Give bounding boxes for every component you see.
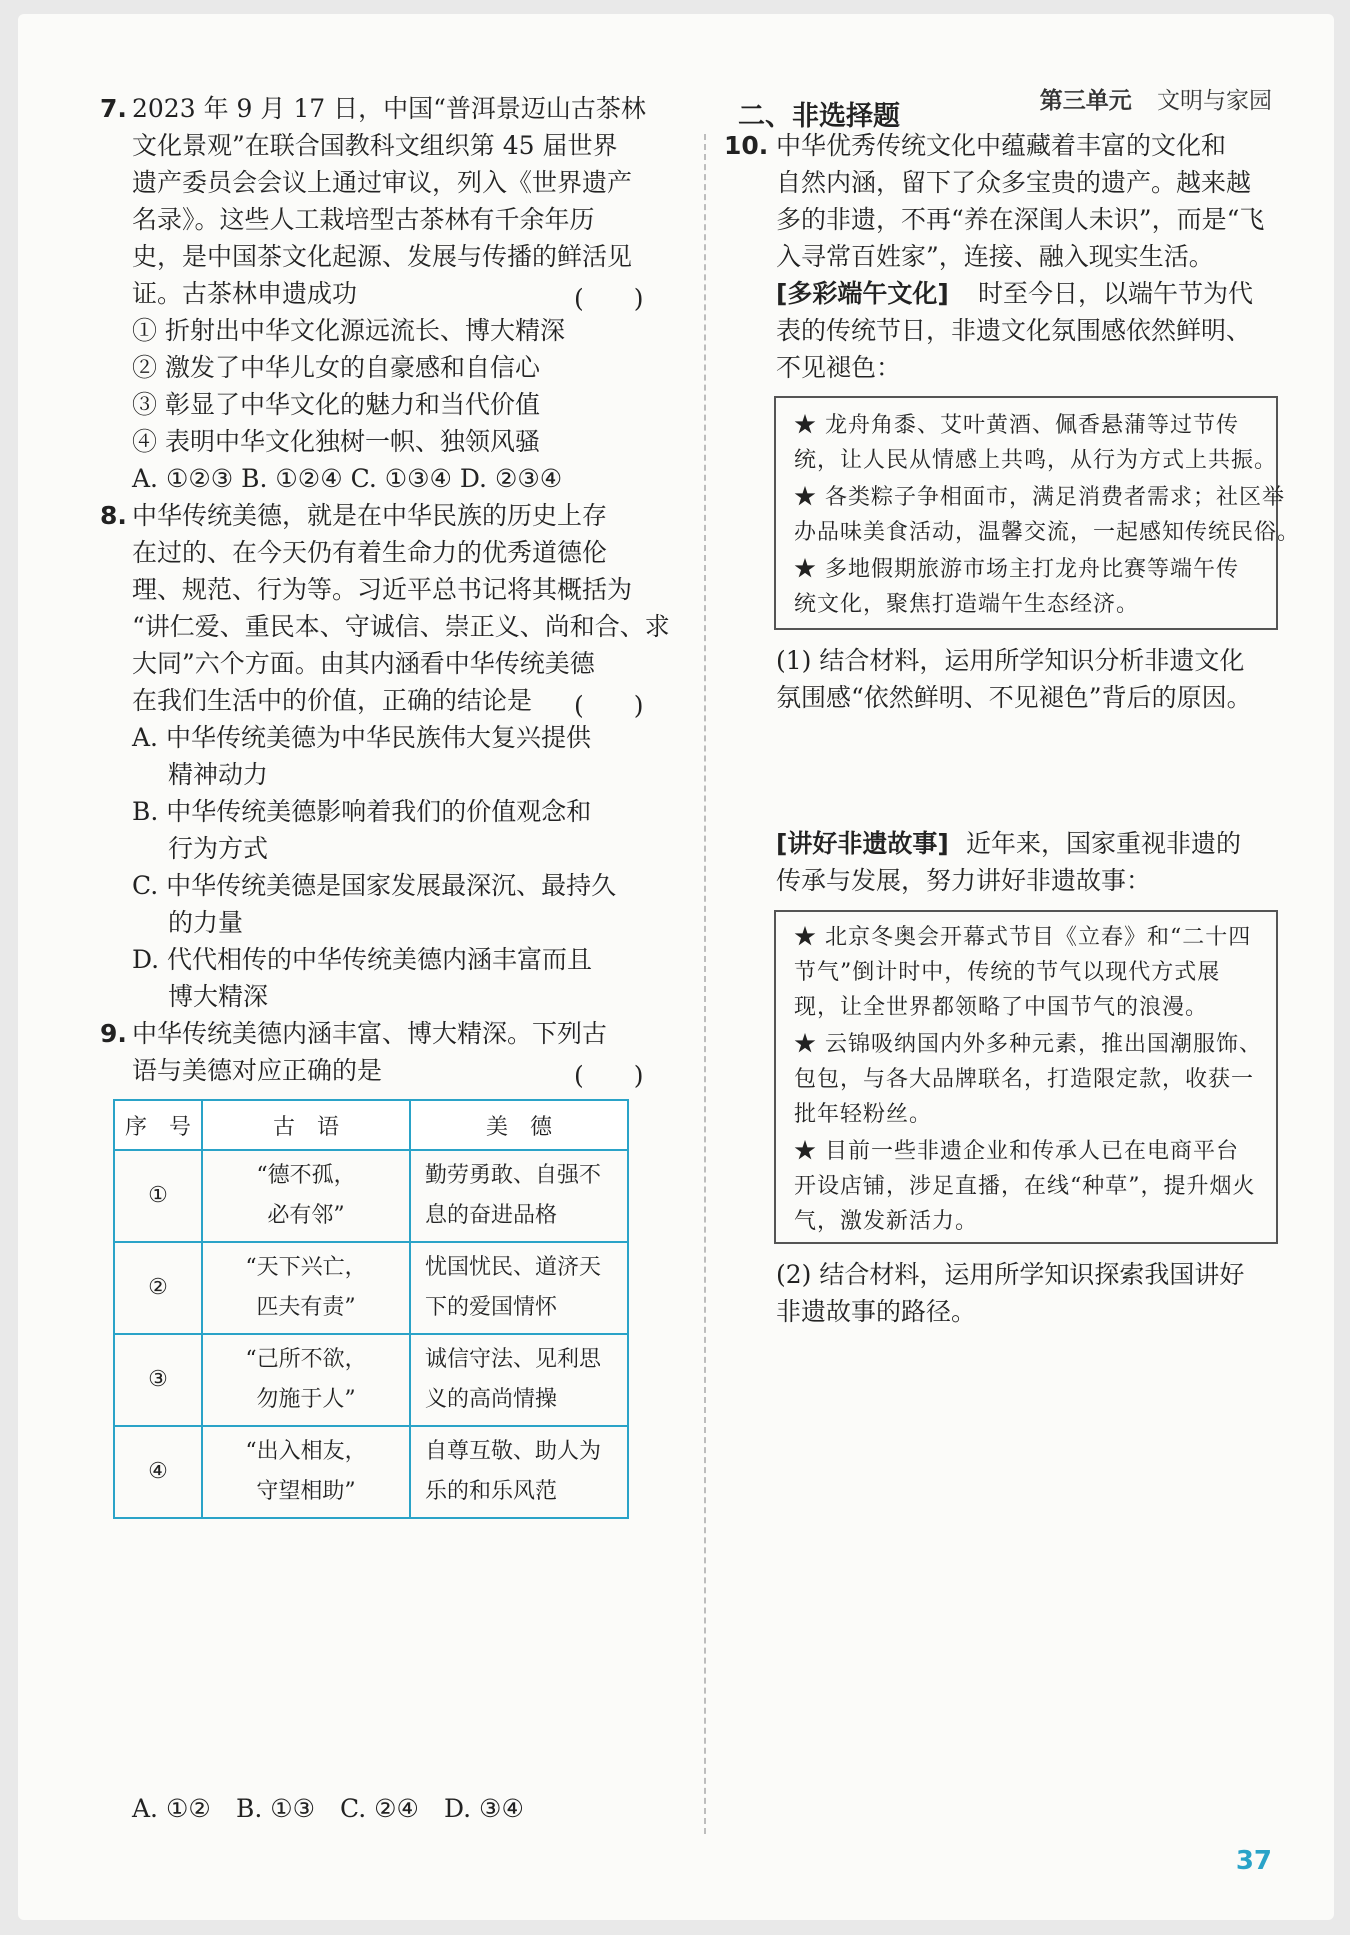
question-number: 8.: [100, 501, 127, 530]
q8-option-c-cont: 的力量: [168, 908, 244, 937]
row-number: ③: [114, 1334, 202, 1426]
material-line: ★ 龙舟角黍、艾叶黄酒、佩香悬蒲等过节传: [794, 413, 1239, 438]
material-box-1: [774, 396, 1301, 630]
q8-line: 在过的、在今天仍有着生命力的优秀道德伦: [132, 538, 608, 567]
unit-label: 第三单元: [1039, 88, 1132, 114]
part1-question: (1) 结合材料，运用所学知识分析非遗文化: [776, 646, 1245, 675]
material-line: 现，让全世界都领略了中国节气的浪漫。: [794, 995, 1209, 1020]
q9-option: B. ①③: [236, 1794, 316, 1823]
part2-question: 非遗故事的路径。: [776, 1297, 977, 1326]
q9-line: 中华传统美德内涵丰富、博大精深。下列古: [132, 1019, 608, 1048]
row-number: ①: [114, 1150, 202, 1242]
part1-line: 表的传统节日，非遗文化氛围感依然鲜明、: [776, 316, 1252, 345]
saying-cell: [202, 1334, 410, 1426]
virtue-line: 诚信守法、见利思: [425, 1347, 602, 1372]
virtue-line: 义的高尚情操: [425, 1387, 558, 1412]
q7-line: 证。古茶林申遗成功: [132, 279, 358, 308]
saying-line: “出入相友，: [245, 1439, 367, 1464]
part2-tag: [讲好非遗故事]: [776, 829, 949, 858]
column-divider: [704, 134, 706, 1834]
table-header: 古 语: [202, 1100, 410, 1150]
virtue-line: 忧国忧民、道济天: [425, 1255, 602, 1280]
question-number: 9.: [100, 1019, 127, 1048]
saying-line: “德不孤，: [256, 1163, 356, 1188]
q7-line: 史，是中国茶文化起源、发展与传播的鲜活见: [132, 242, 633, 271]
material-line: ★ 多地假期旅游市场主打龙舟比赛等端午传: [794, 557, 1239, 582]
material-line: 统文化，聚焦打造端午生态经济。: [794, 592, 1140, 617]
saying-line: “己所不欲，: [245, 1347, 367, 1372]
material-line: 统，让人民从情感上共鸣，从行为方式上共振。: [794, 448, 1278, 473]
page-number: 37: [1235, 1846, 1272, 1876]
q7-line: 遗产委员会会议上通过审议，列入《世界遗产: [132, 168, 633, 197]
virtue-line: 下的爱国情怀: [425, 1295, 558, 1320]
virtue-table: [113, 1099, 629, 1519]
q9-option: A. ①②: [132, 1794, 211, 1823]
q8-option-b-cont: 行为方式: [168, 834, 269, 863]
part1-line: 不见褪色：: [776, 353, 902, 382]
q8-option-d-cont: 博大精深: [168, 982, 269, 1011]
part1-tag: [多彩端午文化]: [776, 279, 949, 308]
row-number: ④: [114, 1426, 202, 1518]
part1-question: 氛围感“依然鲜明、不见褪色”背后的原因。: [776, 683, 1252, 712]
q8-option-a: A. 中华传统美德为中华民族伟大复兴提供: [132, 723, 591, 752]
table-header-row: [114, 1100, 628, 1150]
part1-line: 时至今日，以端午节为代: [978, 279, 1254, 308]
answer-paren: ( ): [574, 1061, 644, 1090]
virtue-cell: [410, 1426, 628, 1518]
textbook-page: [18, 14, 1334, 1920]
q7-line: 名录》。这些人工栽培型古茶林有千余年历: [132, 205, 595, 234]
saying-line: 守望相助”: [256, 1479, 356, 1504]
q7-item: ④ 表明中华文化独树一帜、独领风骚: [132, 427, 540, 456]
question-number: 10.: [724, 131, 769, 160]
virtue-cell: [410, 1242, 628, 1334]
q7-line: 文化景观”在联合国教科文组织第 45 届世界: [132, 131, 618, 160]
q7-options: A. ①②③ B. ①②④ C. ①③④ D. ②③④: [132, 464, 563, 493]
table-row: [114, 1150, 628, 1242]
q9-option: C. ②④: [340, 1794, 419, 1823]
q10-line: 多的非遗，不再“养在深闺人未识”，而是“飞: [776, 205, 1265, 234]
virtue-cell: [410, 1334, 628, 1426]
unit-title: 文明与家园: [1157, 88, 1272, 114]
material-line: 开设店铺，涉足直播，在线“种草”，提升烟火: [794, 1174, 1256, 1199]
virtue-line: 自尊互敬、助人为: [425, 1439, 602, 1464]
q8-line: “讲仁爱、重民本、守诚信、崇正义、尚和合、求: [132, 612, 670, 641]
q10-line: 自然内涵，留下了众多宝贵的遗产。越来越: [776, 168, 1252, 197]
q8-line: 理、规范、行为等。习近平总书记将其概括为: [132, 575, 633, 604]
virtue-line: 勤劳勇敢、自强不: [425, 1163, 602, 1188]
material-line: 批年轻粉丝。: [794, 1102, 933, 1127]
q7-item: ① 折射出中华文化源远流长、博大精深: [132, 316, 565, 345]
answer-paren: ( ): [574, 284, 644, 313]
virtue-line: 息的奋进品格: [425, 1203, 558, 1228]
saying-line: 必有邻”: [267, 1203, 345, 1228]
q8-line: 大同”六个方面。由其内涵看中华传统美德: [132, 649, 595, 678]
row-number: ②: [114, 1242, 202, 1334]
saying-cell: [202, 1242, 410, 1334]
q9-option: D. ③④: [444, 1794, 524, 1823]
material-line: 包包，与各大品牌联名，打造限定款，收获一: [794, 1067, 1255, 1092]
q7-line: 2023 年 9 月 17 日，中国“普洱景迈山古茶林: [132, 94, 646, 123]
part2-line: 近年来，国家重视非遗的: [966, 829, 1242, 858]
virtue-line: 乐的和乐风范: [425, 1479, 558, 1504]
q8-line: 中华传统美德，就是在中华民族的历史上存: [132, 501, 608, 530]
saying-cell: [202, 1426, 410, 1518]
virtue-cell: [410, 1150, 628, 1242]
material-line: ★ 目前一些非遗企业和传承人已在电商平台: [794, 1139, 1239, 1164]
q7-item: ② 激发了中华儿女的自豪感和自信心: [132, 353, 540, 382]
section-title: 二、非选择题: [738, 101, 900, 132]
material-line: 办品味美食活动，温馨交流，一起感知传统民俗。: [794, 520, 1301, 545]
material-line: 节气”倒计时中，传统的节气以现代方式展: [794, 960, 1221, 985]
table-header: 序 号: [114, 1100, 202, 1150]
material-line: ★ 云锦吸纳国内外多种元素，推出国潮服饰、: [794, 1032, 1262, 1057]
material-box-2: [774, 910, 1278, 1244]
table-row: [114, 1242, 628, 1334]
q9-line: 语与美德对应正确的是: [132, 1056, 383, 1085]
q7-item: ③ 彰显了中华文化的魅力和当代价值: [132, 390, 540, 419]
q8-option-a-cont: 精神动力: [168, 760, 269, 789]
part2-line: 传承与发展，努力讲好非遗故事：: [776, 866, 1152, 895]
q10-line: 入寻常百姓家”，连接、融入现实生活。: [776, 242, 1214, 271]
saying-line: 勿施于人”: [256, 1387, 356, 1412]
material-line: ★ 北京冬奥会开幕式节目《立春》和“二十四: [794, 925, 1252, 950]
material-line: ★ 各类粽子争相面市，满足消费者需求；社区举: [794, 485, 1285, 510]
q10-line: 中华优秀传统文化中蕴藏着丰富的文化和: [776, 131, 1227, 160]
material-line: 气，激发新活力。: [794, 1209, 979, 1234]
q8-option-d: D. 代代相传的中华传统美德内涵丰富而且: [132, 945, 593, 974]
saying-cell: [202, 1150, 410, 1242]
table-header: 美 德: [410, 1100, 628, 1150]
q8-option-c: C. 中华传统美德是国家发展最深沉、最持久: [132, 871, 617, 900]
q8-line: 在我们生活中的价值，正确的结论是: [132, 686, 533, 715]
saying-line: “天下兴亡，: [245, 1255, 367, 1280]
saying-line: 匹夫有责”: [256, 1295, 356, 1320]
page-header: [1040, 82, 1272, 115]
table-row: [114, 1426, 628, 1518]
part2-question: (2) 结合材料，运用所学知识探索我国讲好: [776, 1260, 1245, 1289]
q8-option-b: B. 中华传统美德影响着我们的价值观念和: [132, 797, 592, 826]
question-number: 7.: [100, 94, 127, 123]
table-row: [114, 1334, 628, 1426]
answer-paren: ( ): [574, 691, 644, 720]
